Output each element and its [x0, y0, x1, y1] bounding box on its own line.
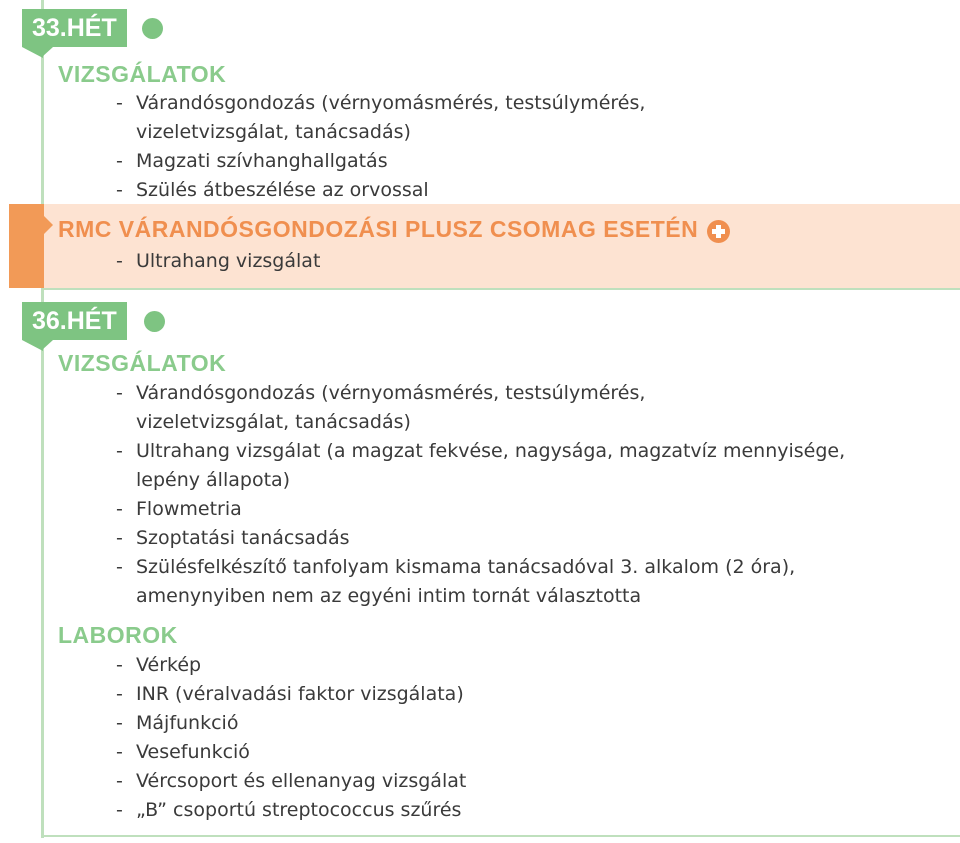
week-33-tag: [22, 9, 127, 47]
list-item: - „B” csoportú streptococcus szűrés: [116, 796, 876, 825]
list-item: - INR (véralvadási faktor vizsgálata): [116, 680, 876, 709]
list-item: - Májfunkció: [116, 709, 876, 738]
divider: [44, 835, 960, 837]
week-33-vizsgalatok-list: [116, 89, 876, 205]
list-item: - Szoptatási tanácsadás: [116, 524, 876, 553]
list-item: - Vesefunkció: [116, 738, 876, 767]
week-36-dot: [144, 311, 165, 332]
list-item: - Szülésfelkészítő tanfolyam kismama tanácsadóval 3. alkalom (2 óra), amenynyiben nem az egyéni intim tornát választotta: [116, 553, 876, 611]
week-36-laborok-title: LABOROK: [58, 622, 178, 648]
week-tag-pointer: [31, 340, 53, 350]
promo-accent-bar: [9, 204, 44, 288]
week-36-vizsgalatok-list: [116, 379, 876, 611]
week-33-dot: [142, 18, 163, 39]
list-item: - Flowmetria: [116, 495, 876, 524]
list-item: - Ultrahang vizsgálat: [116, 247, 876, 276]
week-36-tag: [22, 302, 127, 340]
promo-arrow: [44, 216, 53, 234]
week-36-label: 36.HÉT: [32, 307, 117, 335]
divider: [44, 288, 960, 290]
list-item: - Szülés átbeszélése az orvossal: [116, 176, 876, 205]
list-item: - Várandósgondozás (vérnyomásmérés, testsúlymérés, vizeletvizsgálat, tanácsadás): [116, 89, 656, 147]
week-36-laborok-list: [116, 651, 876, 825]
week-33-label: 33.HÉT: [32, 14, 117, 42]
list-item: - Várandósgondozás (vérnyomásmérés, testsúlymérés, vizeletvizsgálat, tanácsadás): [116, 379, 656, 437]
list-item: - Vérkép: [116, 651, 876, 680]
list-item: - Vércsoport és ellenanyag vizsgálat: [116, 767, 876, 796]
timeline-line: [41, 0, 44, 838]
week-33-vizsgalatok-title: VIZSGÁLATOK: [58, 61, 227, 87]
plus-circle-icon: [707, 220, 730, 243]
list-item: - Ultrahang vizsgálat (a magzat fekvése, nagysága, magzatvíz mennyisége, lepény állapota): [116, 437, 876, 495]
promo-list: [116, 247, 876, 276]
week-36-vizsgalatok-title: VIZSGÁLATOK: [58, 350, 227, 376]
week-tag-pointer: [31, 47, 53, 57]
list-item: - Magzati szívhanghallgatás: [116, 147, 876, 176]
promo-title: RMC VÁRANDÓSGONDOZÁSI PLUSZ CSOMAG ESETÉN: [58, 216, 699, 242]
